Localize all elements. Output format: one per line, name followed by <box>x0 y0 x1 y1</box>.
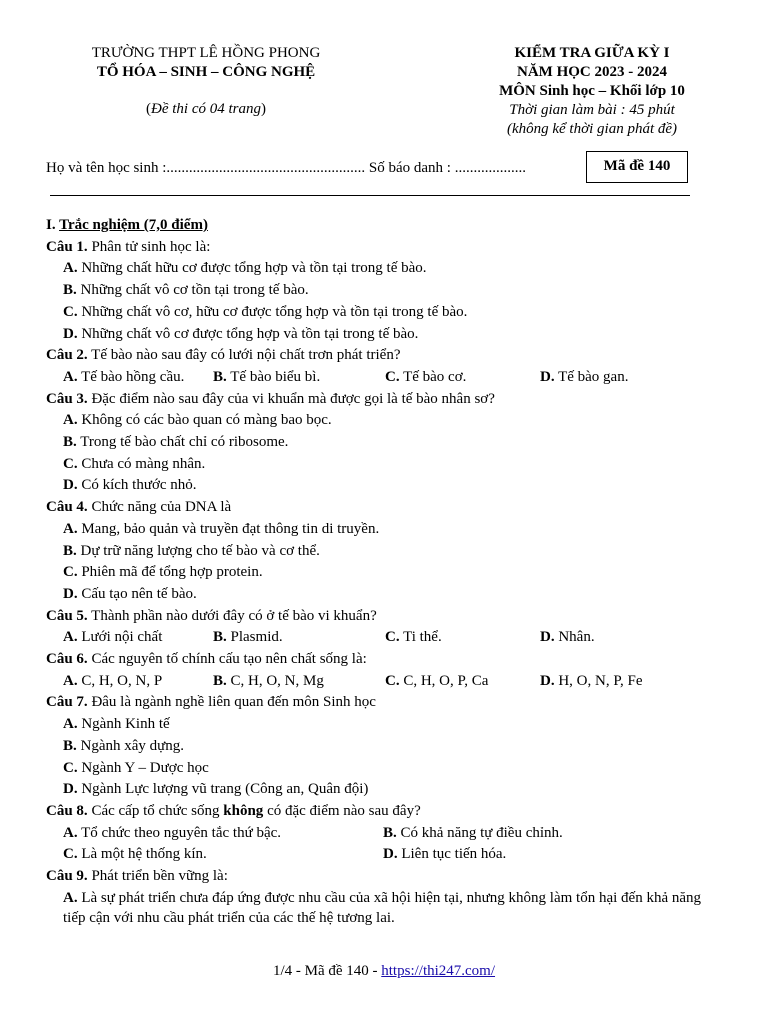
question-text: Thành phần nào dưới đây có ở tế bào vi khuẩn? <box>87 607 377 624</box>
question-label: Câu 2. <box>46 347 88 364</box>
option-letter: B. <box>63 542 77 559</box>
subject: MÔN Sinh học – Khối lớp 10 <box>499 83 685 99</box>
section-heading <box>46 215 718 237</box>
option-letter: A. <box>63 672 78 689</box>
option-7b <box>46 736 718 758</box>
options-row-8a <box>46 823 718 845</box>
footer-text: 1/4 - Mã đề 140 - <box>272 963 382 979</box>
option-letter: A. <box>63 824 78 841</box>
option-letter: B. <box>213 368 227 385</box>
option-text: Plasmid. <box>226 629 283 646</box>
option-text: Cấu tạo nên tế bào. <box>77 585 197 602</box>
question-text: Chức năng của DNA là <box>87 499 232 516</box>
exam-body <box>46 215 718 929</box>
option-3d <box>46 475 718 497</box>
option-8a <box>63 823 383 845</box>
question-label: Câu 4. <box>46 499 88 516</box>
option-text: C, H, O, N, Mg <box>226 672 324 689</box>
question-text: Đâu là ngành nghề liên quan đến môn Sinh học <box>87 694 376 711</box>
option-letter: C. <box>385 672 400 689</box>
option-8b <box>383 823 563 845</box>
question-text: Phân tử sinh học là: <box>87 238 211 255</box>
option-letter: D. <box>540 629 555 646</box>
option-letter: A. <box>63 889 78 906</box>
options-row-2 <box>46 367 718 389</box>
option-text: Ngành Kinh tế <box>77 716 170 733</box>
option-text: Ti thể. <box>399 629 442 646</box>
option-text: Có khả năng tự điều chỉnh. <box>396 824 563 841</box>
option-text: Tế bào gan. <box>554 368 629 385</box>
option-letter: D. <box>63 325 78 342</box>
option-letter: C. <box>63 455 78 472</box>
option-letter: D. <box>540 672 555 689</box>
options-row-5 <box>46 627 718 649</box>
section-number: I. <box>46 217 60 233</box>
option-4b <box>46 541 718 563</box>
question-2 <box>46 345 718 367</box>
option-7d <box>46 779 718 801</box>
option-4a <box>46 519 718 541</box>
option-text: Phiên mã để tổng hợp protein. <box>77 564 263 581</box>
question-5 <box>46 606 718 628</box>
option-2b <box>213 367 385 389</box>
duration: Thời gian làm bài : 45 phút <box>509 102 675 118</box>
option-text: Ngành xây dựng. <box>76 737 185 754</box>
option-letter: A. <box>63 629 78 646</box>
option-letter: C. <box>63 759 78 776</box>
question-3 <box>46 389 718 411</box>
question-9 <box>46 866 718 888</box>
header-left <box>66 44 346 119</box>
option-4d <box>46 584 718 606</box>
option-letter: C. <box>63 303 78 320</box>
option-3c <box>46 454 718 476</box>
option-1a <box>46 258 718 280</box>
option-text: Chưa có màng nhân. <box>77 455 206 472</box>
question-text: Phát triển bền vững là: <box>87 868 228 885</box>
pages-note-text: Đề thi có 04 trang <box>151 101 261 117</box>
question-label: Câu 9. <box>46 868 88 885</box>
option-text: Có kích thước nhỏ. <box>77 477 197 494</box>
option-4c <box>46 562 718 584</box>
option-5a <box>63 627 213 649</box>
option-3b <box>46 432 718 454</box>
option-1d <box>46 324 718 346</box>
option-text: Liên tục tiến hóa. <box>397 846 507 863</box>
question-text: có đặc điểm nào sau đây? <box>263 802 421 819</box>
option-letter: C. <box>385 629 400 646</box>
question-4 <box>46 497 718 519</box>
option-text: Những chất vô cơ được tổng hợp và tồn tại trong tế bào. <box>77 325 419 342</box>
page-footer <box>0 963 768 980</box>
option-text: Ngành Lực lượng vũ trang (Công an, Quân đội) <box>77 781 369 798</box>
options-row-8b <box>46 844 718 866</box>
department-name: TỔ HÓA – SINH – CÔNG NGHỆ <box>96 64 316 80</box>
question-text: Tế bào nào sau đây có lưới nội chất trơn phát triển? <box>87 347 401 364</box>
option-3a <box>46 410 718 432</box>
option-letter: B. <box>63 737 77 754</box>
header-divider <box>50 195 690 196</box>
question-text: Các nguyên tố chính cấu tạo nên chất sống là: <box>87 651 367 668</box>
option-text: Mang, bảo quản và truyền đạt thông tin di truyền. <box>77 520 380 537</box>
option-text: C, H, O, N, P <box>77 672 163 689</box>
option-letter: D. <box>383 846 398 863</box>
option-7c <box>46 758 718 780</box>
option-text: C, H, O, P, Ca <box>399 672 489 689</box>
option-letter: C. <box>385 368 400 385</box>
option-letter: A. <box>63 520 78 537</box>
question-label: Câu 6. <box>46 651 88 668</box>
option-text: Không có các bào quan có màng bao bọc. <box>77 412 332 429</box>
option-text: H, O, N, P, Fe <box>554 672 643 689</box>
option-text: Là sự phát triển chưa đáp ứng được nhu cầu của xã hội hiện tại, nhưng không làm tổn hại đến khả năng tiếp cận với nhu cầu phát triển của các thế hệ tương lai. <box>63 889 702 926</box>
question-label: Câu 3. <box>46 390 88 407</box>
option-letter: B. <box>63 282 77 299</box>
option-letter: D. <box>63 781 78 798</box>
option-text: Trong tế bào chất chỉ có ribosome. <box>76 434 289 451</box>
option-text: Những chất vô cơ tồn tại trong tế bào. <box>76 282 309 299</box>
section-title: Trắc nghiệm (7,0 điểm) <box>59 217 208 233</box>
option-letter: B. <box>213 629 227 646</box>
option-1b <box>46 280 718 302</box>
question-6 <box>46 649 718 671</box>
option-6a <box>63 671 213 693</box>
option-6b <box>213 671 385 693</box>
option-5c <box>385 627 540 649</box>
option-2d <box>540 367 628 389</box>
option-9a <box>46 888 718 928</box>
footer-link[interactable]: https://thi247.com/ <box>381 963 496 979</box>
question-7 <box>46 692 718 714</box>
option-6c <box>385 671 540 693</box>
option-text: Tế bào hồng cầu. <box>77 368 185 385</box>
option-2a <box>63 367 213 389</box>
option-letter: A. <box>63 412 78 429</box>
header-right <box>462 44 722 139</box>
option-letter: A. <box>63 368 78 385</box>
option-8c <box>63 844 383 866</box>
school-year: NĂM HỌC 2023 - 2024 <box>517 64 667 80</box>
option-text: Tổ chức theo nguyên tắc thứ bậc. <box>77 824 282 841</box>
option-text: Tế bào biểu bì. <box>226 368 321 385</box>
option-text: Ngành Y – Dược học <box>77 759 209 776</box>
question-1 <box>46 237 718 259</box>
option-7a <box>46 714 718 736</box>
pages-note: (Đề thi có 04 trang) <box>146 101 266 117</box>
question-text: Đặc điểm nào sau đây của vi khuẩn mà được gọi là tế bào nhân sơ? <box>87 390 495 407</box>
option-2c <box>385 367 540 389</box>
option-letter: C. <box>63 846 78 863</box>
option-text: Những chất vô cơ, hữu cơ được tổng hợp và tồn tại trong tế bào. <box>77 303 468 320</box>
option-text: Những chất hữu cơ được tổng hợp và tồn tại trong tế bào. <box>77 260 427 277</box>
option-letter: D. <box>63 477 78 494</box>
exam-code-box: Mã đề 140 <box>586 151 688 183</box>
school-name: TRƯỜNG THPT LÊ HỒNG PHONG <box>91 45 321 61</box>
option-5b <box>213 627 385 649</box>
option-1c <box>46 302 718 324</box>
option-letter: D. <box>63 585 78 602</box>
options-row-6 <box>46 671 718 693</box>
option-letter: B. <box>383 824 397 841</box>
option-8d <box>383 844 506 866</box>
option-letter: B. <box>63 434 77 451</box>
option-letter: D. <box>540 368 555 385</box>
option-text: Là một hệ thống kín. <box>77 846 207 863</box>
option-6d <box>540 671 643 693</box>
option-letter: C. <box>63 564 78 581</box>
duration-note: (không kể thời gian phát đề) <box>506 121 678 137</box>
option-text: Tế bào cơ. <box>399 368 467 385</box>
student-info-line: Họ và tên học sinh :..................................................... Số báo danh : ................... <box>46 160 526 176</box>
question-emphasis: không <box>223 802 264 819</box>
option-letter: A. <box>63 716 78 733</box>
option-text: Nhân. <box>554 629 595 646</box>
question-label: Câu 5. <box>46 607 88 624</box>
option-letter: B. <box>213 672 227 689</box>
option-text: Lưới nội chất <box>77 629 163 646</box>
question-8 <box>46 801 718 823</box>
exam-title: KIỂM TRA GIỮA KỲ I <box>514 45 670 61</box>
question-label: Câu 8. <box>46 802 88 819</box>
question-text: Các cấp tổ chức sống <box>87 802 224 819</box>
option-5d <box>540 627 595 649</box>
question-label: Câu 1. <box>46 238 88 255</box>
question-label: Câu 7. <box>46 694 88 711</box>
option-text: Dự trữ năng lượng cho tế bào và cơ thể. <box>76 542 320 559</box>
option-letter: A. <box>63 260 78 277</box>
